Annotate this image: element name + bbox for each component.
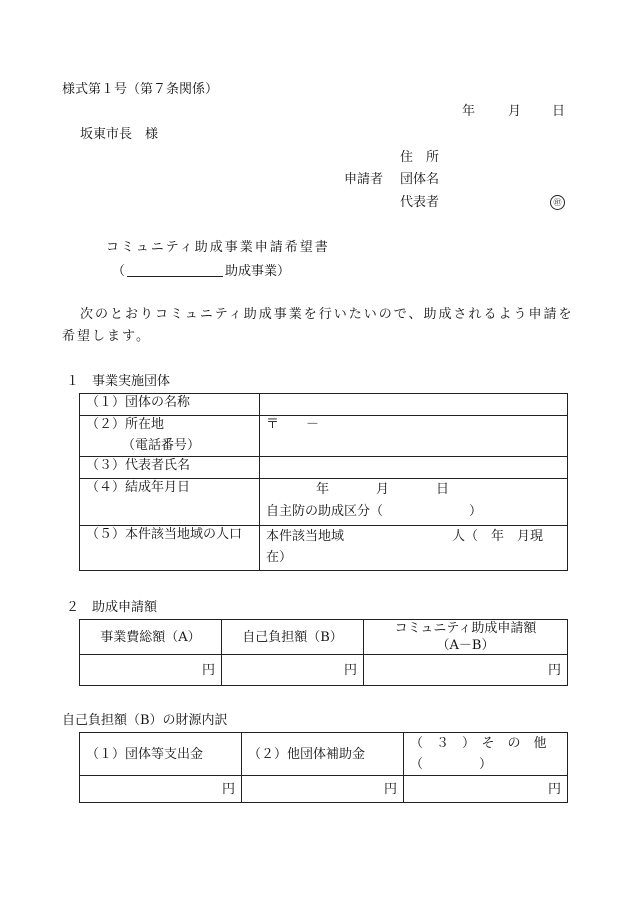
seal-icon: ㊞ — [550, 194, 565, 210]
table-row — [80, 526, 568, 571]
table-row — [80, 394, 568, 416]
rep-name-cell-value[interactable] — [260, 457, 568, 479]
section1-heading: １ 事業実施団体 — [66, 374, 171, 389]
body-text-line1: 次のとおりコミュニティ助成事業を行いたいので、助成されるよう申請を — [80, 307, 574, 322]
addressee: 坂東市長 様 — [80, 127, 159, 142]
document-title: コミュニティ助成事業申請希望書 — [106, 240, 330, 255]
other-source-value[interactable]: 円 — [404, 776, 568, 803]
group-expenditure-header: （１）団体等支出金 — [80, 733, 242, 776]
table-row — [80, 776, 568, 803]
date-day: 日 — [552, 104, 566, 119]
self-burden-header: 自己負担額（B） — [222, 620, 364, 655]
document-subtitle: （ 助成事業） — [112, 264, 291, 279]
table-row — [80, 457, 568, 479]
population-cell-value[interactable]: 本件該当地域 人（ 年 月現 在） — [260, 526, 568, 571]
group-expenditure-value[interactable]: 円 — [80, 776, 242, 803]
table-row — [80, 620, 568, 655]
body-text-line2: 希望します。 — [62, 329, 151, 344]
total-cost-header: 事業費総額（A） — [80, 620, 222, 655]
other-subsidy-value[interactable]: 円 — [242, 776, 404, 803]
section3-heading: 自己負担額（B）の財源内訳 — [62, 713, 228, 728]
applicant-label: 申請者 — [344, 172, 384, 187]
table-row — [80, 655, 568, 686]
location-cell-label: （２）所在地 （電話番号） — [80, 416, 260, 457]
subtitle-blank — [127, 262, 223, 277]
founded-cell-label: （４）結成年月日 — [80, 479, 260, 526]
location-cell-value[interactable]: 〒 － — [260, 416, 568, 457]
funding-breakdown-table — [79, 732, 568, 803]
table-row — [80, 479, 568, 526]
group-name-cell-label: （１）団体の名称 — [80, 394, 260, 416]
date-year: 年 — [462, 104, 476, 119]
representative-label: 代表者 — [400, 195, 440, 210]
grant-amount-table — [79, 619, 568, 686]
rep-name-cell-label: （３）代表者氏名 — [80, 457, 260, 479]
total-cost-value[interactable]: 円 — [80, 655, 222, 686]
form-number: 様式第１号（第７条関係） — [62, 82, 219, 97]
table-row — [80, 416, 568, 457]
population-cell-label: （５）本件該当地域の人口 — [80, 526, 260, 571]
other-source-header: （ ３ ） そ の 他 （ ） — [404, 733, 568, 776]
group-name-cell-value[interactable] — [260, 394, 568, 416]
self-burden-value[interactable]: 円 — [222, 655, 364, 686]
group-name-label: 団体名 — [400, 172, 440, 187]
grant-request-value[interactable]: 円 — [364, 655, 568, 686]
organization-table — [79, 393, 568, 571]
table-row — [80, 733, 568, 776]
other-subsidy-header: （２）他団体補助金 — [242, 733, 404, 776]
section2-heading: ２ 助成申請額 — [66, 600, 158, 615]
grant-request-header: コミュニティ助成申請額 （A－B） — [364, 620, 568, 655]
address-label: 住 所 — [400, 150, 440, 165]
date-month: 月 — [508, 104, 522, 119]
founded-cell-value[interactable]: 年 月 日 自主防の助成区分（ ） — [260, 479, 568, 526]
